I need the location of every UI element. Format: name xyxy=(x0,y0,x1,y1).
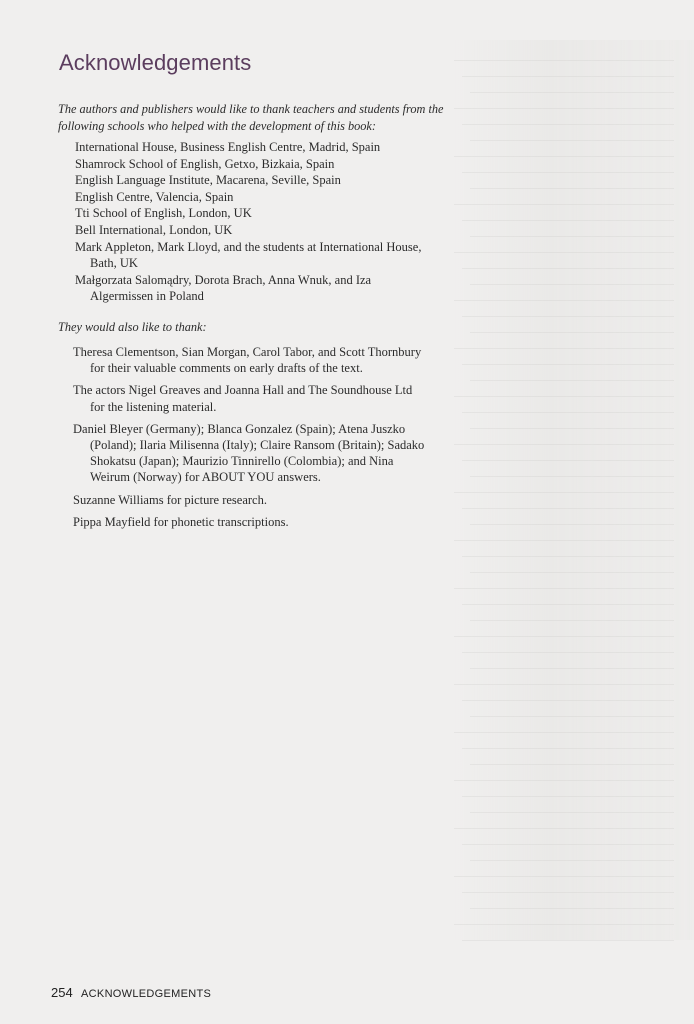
thanks-line: Weirum (Norway) for ABOUT YOU answers. xyxy=(90,470,321,485)
school-line: International House, Business English Centre, Madrid, Spain xyxy=(75,140,381,154)
school-line-continued: Bath, UK xyxy=(90,256,138,271)
school-item xyxy=(75,239,495,272)
school-item xyxy=(75,189,495,206)
thanks-line: Suzanne Williams for picture research. xyxy=(73,492,267,507)
intro-paragraph xyxy=(58,101,488,134)
thanks-item xyxy=(73,382,493,414)
thanks-line: The actors Nigel Greaves and Joanna Hall and The Soundhouse Ltd xyxy=(73,383,413,398)
thanks-line: Daniel Bleyer (Germany); Blanca Gonzalez (Spain); Atena Juszko xyxy=(73,421,406,436)
thanks-item xyxy=(73,514,493,530)
thanks-line: for the listening material. xyxy=(90,399,217,414)
school-item xyxy=(75,172,495,189)
thanks-item xyxy=(73,344,493,376)
page-number: 254 xyxy=(51,985,73,1000)
thanks-item xyxy=(73,421,493,486)
thanks-line: Theresa Clementson, Sian Morgan, Carol Tabor, and Scott Thornbury xyxy=(73,345,422,359)
also-thank-heading: They would also like to thank: xyxy=(58,320,207,334)
school-item xyxy=(75,222,495,239)
school-line: Bell International, London, UK xyxy=(75,222,233,237)
thanks-line: Shokatsu (Japan); Maurizio Tinnirello (Colombia); and Nina xyxy=(90,454,394,469)
thanks-line: (Poland); Ilaria Milisenna (Italy); Claire Ransom (Britain); Sadako xyxy=(90,438,425,453)
thanks-line: Pippa Mayfield for phonetic transcriptions. xyxy=(73,514,289,529)
school-line: English Centre, Valencia, Spain xyxy=(75,189,234,204)
school-line: Mark Appleton, Mark Lloyd, and the students at International House, xyxy=(75,239,422,254)
thanks-item xyxy=(73,492,493,508)
school-item xyxy=(75,156,495,173)
schools-list xyxy=(75,139,495,305)
school-line: Tti School of English, London, UK xyxy=(75,206,252,221)
school-line: English Language Institute, Macarena, Seville, Spain xyxy=(75,173,341,188)
school-item xyxy=(75,272,495,305)
school-item xyxy=(75,205,495,222)
thanks-line: for their valuable comments on early drafts of the text. xyxy=(90,361,363,376)
school-line-continued: Algermissen in Poland xyxy=(90,289,204,304)
intro-line: following schools who helped with the development of this book: xyxy=(58,118,376,133)
school-line: Shamrock School of English, Getxo, Bizkaia, Spain xyxy=(75,156,335,171)
thanks-list xyxy=(73,344,493,536)
page-footer xyxy=(51,985,211,1000)
intro-line: The authors and publishers would like to thank teachers and students from the xyxy=(58,102,444,116)
footer-label: ACKNOWLEDGEMENTS xyxy=(81,988,212,1000)
page-title: Acknowledgements xyxy=(59,50,252,75)
school-item xyxy=(75,139,495,156)
school-line: Małgorzata Salomądry, Dorota Brach, Anna Wnuk, and Iza xyxy=(75,272,372,287)
